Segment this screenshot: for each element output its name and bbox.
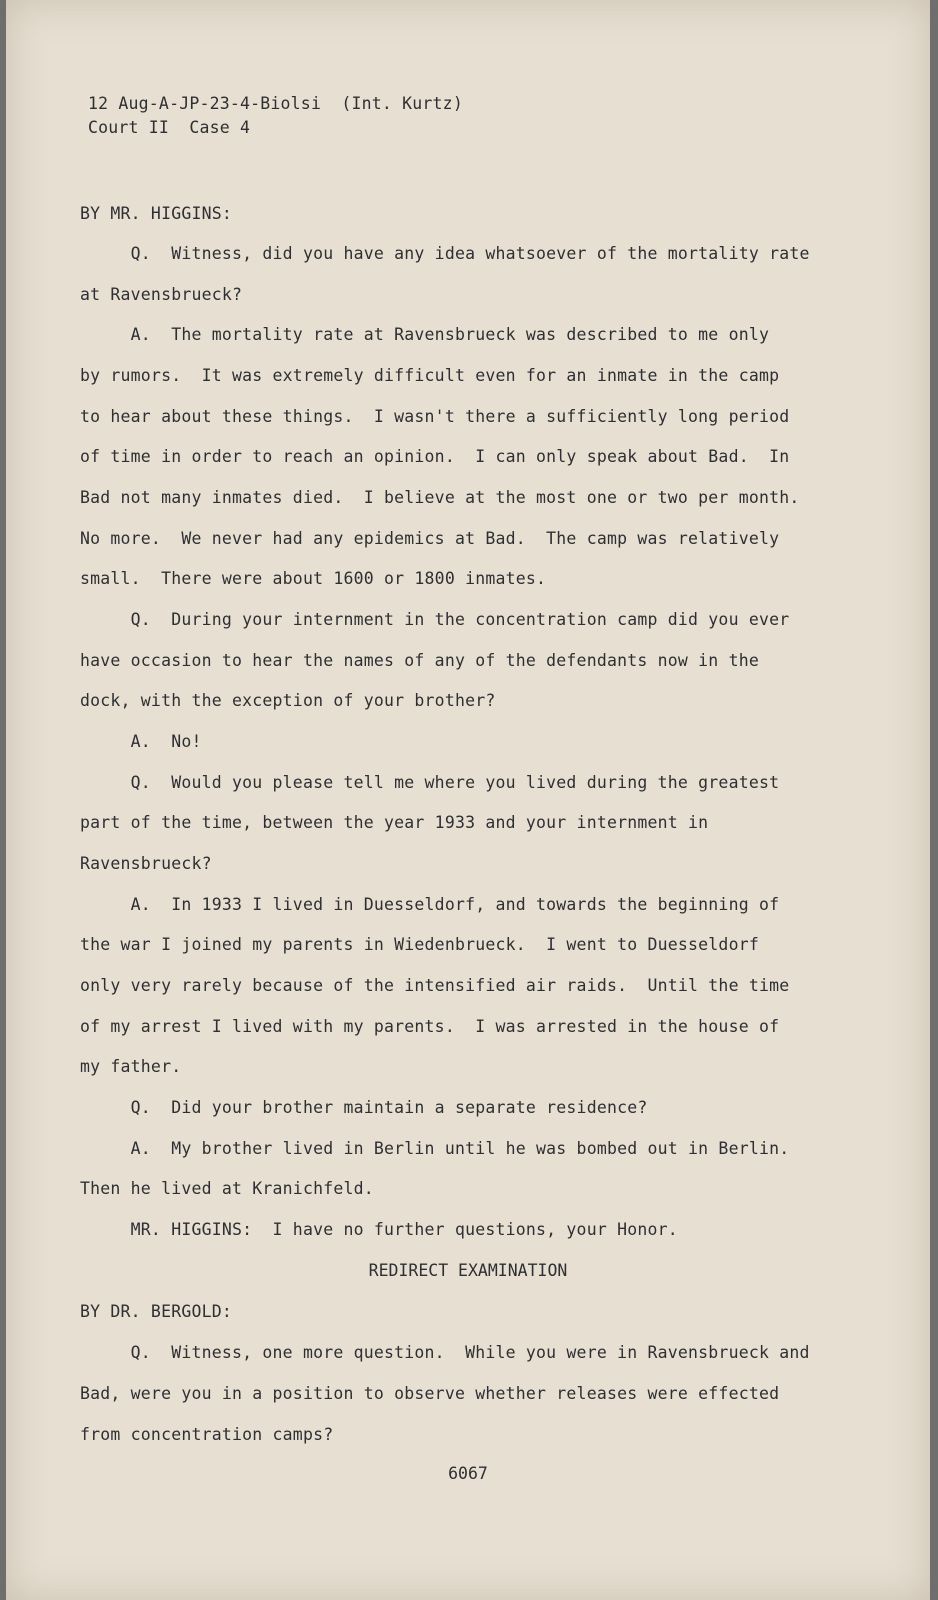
- text-line: MR. HIGGINS: I have no further questions, your Honor.: [80, 1220, 678, 1239]
- text-line: the war I joined my parents in Wiedenbrueck. I went to Duesseldorf: [80, 935, 759, 954]
- text-line: Ravensbrueck?: [80, 854, 212, 873]
- text-line: Q. Witness, one more question. While you were in Ravensbrueck and: [80, 1343, 810, 1362]
- text-line: A. In 1933 I lived in Duesseldorf, and towards the beginning of: [80, 895, 780, 914]
- text-line: A. My brother lived in Berlin until he was bombed out in Berlin.: [80, 1139, 790, 1158]
- text-line: of time in order to reach an opinion. I can only speak about Bad. In: [80, 447, 790, 466]
- text-line: Q. Did your brother maintain a separate residence?: [80, 1098, 648, 1117]
- text-line: by rumors. It was extremely difficult even for an inmate in the camp: [80, 366, 780, 385]
- text-line: Then he lived at Kranichfeld.: [80, 1179, 374, 1198]
- header-line-1: 12 Aug-A-JP-23-4-Biolsi (Int. Kurtz): [88, 94, 463, 113]
- text-line: have occasion to hear the names of any of the defendants now in the: [80, 651, 759, 670]
- text-line: small. There were about 1600 or 1800 inmates.: [80, 569, 547, 588]
- header-line-2: Court II Case 4: [88, 118, 251, 137]
- document-page: [6, 0, 930, 1600]
- examiner-heading: BY DR. BERGOLD:: [80, 1302, 233, 1321]
- text-line: A. No!: [80, 732, 202, 751]
- text-line: Bad, were you in a position to observe whether releases were effected: [80, 1384, 780, 1403]
- text-line: to hear about these things. I wasn't there a sufficiently long period: [80, 407, 790, 426]
- text-line: A. The mortality rate at Ravensbrueck was described to me only: [80, 325, 770, 344]
- section-title: REDIRECT EXAMINATION: [368, 1261, 568, 1280]
- text-line: at Ravensbrueck?: [80, 285, 243, 304]
- text-line: my father.: [80, 1057, 182, 1076]
- text-line: Q. During your internment in the concentration camp did you ever: [80, 610, 790, 629]
- text-line: No more. We never had any epidemics at Bad. The camp was relatively: [80, 529, 780, 548]
- text-line: from concentration camps?: [80, 1425, 334, 1444]
- text-line: part of the time, between the year 1933 and your internment in: [80, 813, 709, 832]
- text-line: only very rarely because of the intensified air raids. Until the time: [80, 976, 790, 995]
- text-line: of my arrest I lived with my parents. I was arrested in the house of: [80, 1017, 780, 1036]
- page-number: 6067: [448, 1464, 488, 1483]
- examiner-heading: BY MR. HIGGINS:: [80, 204, 233, 223]
- text-line: Q. Would you please tell me where you lived during the greatest: [80, 773, 780, 792]
- text-line: Bad not many inmates died. I believe at the most one or two per month.: [80, 488, 800, 507]
- text-line: Q. Witness, did you have any idea whatsoever of the mortality rate: [80, 244, 810, 263]
- text-line: dock, with the exception of your brother?: [80, 691, 496, 710]
